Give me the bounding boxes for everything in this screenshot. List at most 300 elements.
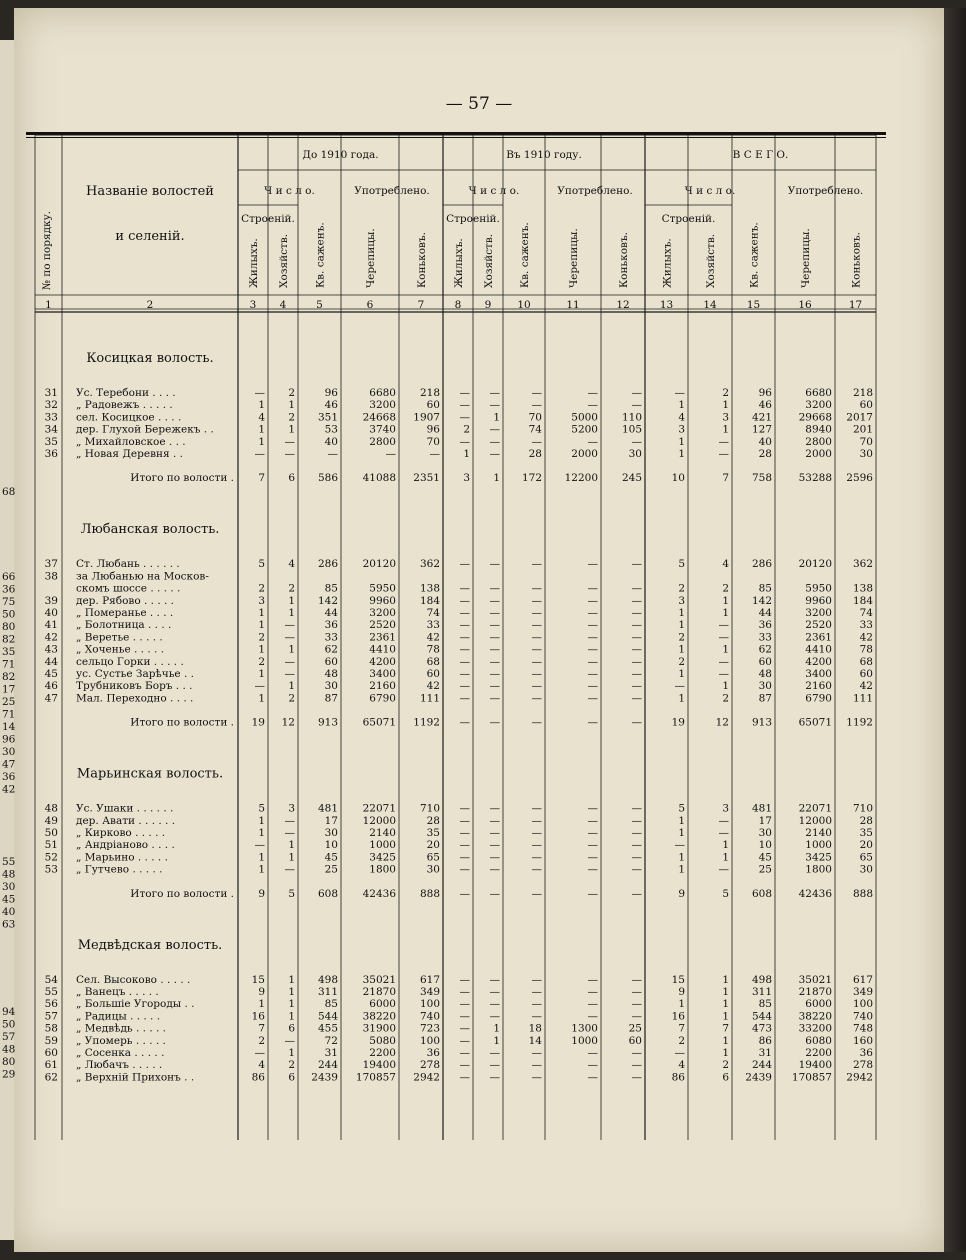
vertical-column-header: Коньковъ. (618, 232, 630, 288)
cell-value: 2 (258, 582, 265, 595)
cell-value: 74 (426, 607, 440, 619)
cell-value: — (459, 1034, 470, 1047)
cell-value: 40 (324, 435, 338, 448)
cell-value: 218 (419, 387, 440, 399)
cell-value: 244 (317, 1059, 338, 1072)
cell-value: — (718, 814, 729, 827)
vertical-column-header: Коньковъ. (416, 232, 428, 288)
cell-value: 38220 (362, 1010, 396, 1023)
cell-value: 19400 (798, 1059, 832, 1072)
cell-value: 46 (758, 399, 772, 412)
cell-value: 30 (628, 448, 642, 460)
cell-value: 2942 (846, 1071, 873, 1084)
cell-value: 42 (859, 680, 873, 693)
adjacent-margin-number: 96 (2, 733, 16, 746)
cell-value: — (587, 607, 598, 619)
cell-value: — (489, 1010, 500, 1023)
cell-value: 286 (317, 558, 338, 571)
cell-value: 15 (671, 973, 685, 986)
cell-value: 36 (758, 619, 772, 632)
cell-value: — (459, 986, 470, 998)
cell-value: 70 (426, 435, 440, 448)
cell-value: — (631, 1010, 642, 1023)
cell-value: 2 (258, 631, 265, 644)
cell-value: 1 (258, 619, 265, 632)
group-header: Въ 1910 году. (506, 149, 582, 161)
cell-value: 17 (324, 814, 338, 827)
cell-value: 1 (722, 1034, 729, 1047)
vertical-column-header: Хозяйств. (278, 233, 290, 288)
cell-value: — (459, 582, 470, 595)
cell-value: 1 (678, 863, 685, 876)
cell-value: 2200 (805, 1047, 832, 1059)
cell-value: 42 (426, 631, 440, 644)
cell-value: 2000 (571, 448, 598, 460)
cell-value: — (631, 802, 642, 815)
column-number: 12 (616, 299, 630, 311)
cell-value: 1 (722, 607, 729, 619)
vertical-column-header: Кв. саженъ. (314, 222, 327, 288)
row-number: 36 (44, 448, 58, 460)
cell-value: 33 (758, 631, 772, 644)
row-number: 40 (44, 607, 58, 619)
cell-value: 362 (852, 558, 873, 571)
cell-value: 68 (426, 655, 440, 668)
section-title: Любанская волость. (80, 522, 220, 538)
cell-value: 85 (324, 582, 338, 595)
cell-value: 1 (722, 839, 729, 852)
total-value: 888 (419, 887, 440, 900)
cell-value: — (631, 607, 642, 619)
cell-value: 1 (258, 692, 265, 705)
cell-value: 1 (722, 973, 729, 986)
cell-value: 5080 (369, 1034, 396, 1047)
cell-value: 2160 (369, 680, 396, 693)
adjacent-margin-number: 82 (2, 671, 16, 683)
total-value: — (631, 887, 642, 900)
cell-value: 4 (722, 558, 729, 571)
cell-value: — (531, 643, 542, 656)
cell-value: 10 (324, 839, 338, 852)
cell-value: 96 (324, 387, 338, 399)
cell-value: 5000 (571, 411, 598, 424)
cell-value: 3 (678, 594, 685, 607)
cell-value: — (531, 655, 542, 668)
column-number: 6 (366, 299, 374, 311)
cell-value: — (459, 973, 470, 986)
cell-value: 3400 (369, 668, 396, 680)
adjacent-margin-number: 68 (2, 486, 16, 498)
cell-value: 286 (751, 558, 772, 571)
cell-value: 4 (258, 411, 265, 424)
cell-value: 349 (852, 986, 873, 998)
cell-value: 142 (317, 594, 338, 607)
row-number: 47 (44, 692, 58, 705)
cell-value: 25 (324, 863, 338, 876)
upotrebleno-header: Употреблено. (354, 185, 430, 197)
cell-value: 70 (528, 411, 542, 424)
cell-value: — (631, 399, 642, 412)
row-number: 48 (44, 802, 58, 815)
row-name: „ Гутчево . . . . . (76, 863, 163, 876)
adjacent-margin-number: 50 (2, 608, 16, 621)
total-value: 65071 (798, 716, 832, 729)
cell-value: 31900 (362, 1022, 396, 1035)
vertical-column-header: Жилыхъ. (661, 238, 674, 288)
total-value: 245 (621, 472, 642, 485)
cell-value: — (674, 680, 685, 693)
cell-value: — (489, 1047, 500, 1059)
row-number: 31 (44, 387, 58, 399)
adjacent-margin-number: 47 (2, 758, 16, 771)
cell-value: — (587, 998, 598, 1011)
cell-value: 710 (419, 802, 440, 815)
cell-value: — (531, 692, 542, 705)
vertical-column-header: Жилыхъ. (248, 238, 260, 288)
row-name: „ Хоченье . . . . . (76, 643, 165, 656)
row-name: „ Болотница . . . . (76, 619, 172, 632)
cell-value: 201 (852, 423, 873, 436)
cell-value: — (459, 1059, 470, 1072)
row-name: сельцо Горки . . . . . (76, 655, 184, 668)
cell-value: — (459, 1010, 470, 1023)
cell-value: — (631, 1059, 642, 1072)
cell-value: 184 (852, 594, 873, 607)
cell-value: 184 (419, 594, 440, 607)
cell-value: — (631, 558, 642, 571)
column-number: 8 (454, 299, 462, 311)
cell-value: 455 (317, 1022, 338, 1035)
cell-value: 74 (859, 607, 873, 619)
cell-value: — (459, 607, 470, 619)
cell-value: 42 (426, 680, 440, 693)
cell-value: 22071 (798, 802, 832, 815)
cell-value: 111 (419, 692, 440, 705)
page-number: — 57 — (445, 94, 513, 114)
cell-value: 138 (419, 582, 440, 595)
cell-value: 1 (288, 998, 295, 1011)
cell-value: — (587, 582, 598, 595)
row-number: 61 (44, 1059, 58, 1072)
cell-value: 278 (852, 1059, 873, 1072)
cell-value: 421 (751, 411, 772, 424)
cell-value: 6680 (369, 387, 396, 399)
row-number: 57 (44, 1010, 58, 1023)
cell-value: 481 (317, 802, 338, 815)
cell-value: — (531, 1010, 542, 1023)
cell-value: 1907 (413, 411, 440, 424)
cell-value: — (631, 387, 642, 399)
cell-value: 544 (317, 1010, 338, 1023)
row-name: „ Марьино . . . . . (76, 851, 168, 864)
cell-value: — (631, 998, 642, 1011)
total-value: 7 (722, 472, 729, 485)
total-value: 913 (751, 716, 772, 729)
cell-value: — (674, 839, 685, 852)
cell-value: — (459, 411, 470, 424)
cell-value: 1 (258, 668, 265, 680)
cell-value: 1 (678, 607, 685, 619)
cell-value: 1 (288, 680, 295, 693)
cell-value: 1 (258, 423, 265, 436)
cell-value: — (531, 387, 542, 399)
cell-value: — (718, 668, 729, 680)
cell-value: 1 (288, 986, 295, 998)
cell-value: — (489, 973, 500, 986)
cell-value: 3400 (805, 668, 832, 680)
row-number: 46 (44, 680, 58, 693)
cell-value: 36 (426, 1047, 440, 1059)
cell-value: 60 (628, 1034, 642, 1047)
row-name: „ Радицы . . . . . (76, 1010, 161, 1023)
cell-value: 1 (258, 863, 265, 876)
total-value: 9 (678, 887, 685, 900)
cell-value: 2439 (311, 1071, 338, 1084)
column-header-name: и селеній. (115, 229, 185, 244)
cell-value: 1 (288, 839, 295, 852)
cell-value: 170857 (791, 1071, 832, 1084)
cell-value: 617 (852, 973, 873, 986)
cell-value: — (587, 802, 598, 815)
column-number: 2 (146, 299, 154, 311)
adjacent-margin-number: 48 (2, 868, 16, 881)
cell-value: 60 (859, 399, 873, 412)
cell-value: 617 (419, 973, 440, 986)
cell-value: — (254, 839, 265, 852)
cell-value: 2 (722, 692, 729, 705)
cell-value: — (631, 680, 642, 693)
total-value: — (531, 716, 542, 729)
section-title: Медвѣдская волость. (77, 937, 223, 953)
total-value: 53288 (798, 472, 832, 485)
cell-value: 35 (859, 827, 873, 839)
stroeniy-header: Строеній. (446, 213, 500, 225)
column-number: 3 (249, 299, 257, 311)
cell-value: 35021 (798, 973, 832, 986)
cell-value: 21870 (362, 986, 396, 998)
cell-value: 3425 (369, 851, 396, 864)
cell-value: 21870 (798, 986, 832, 998)
cell-value: 3740 (369, 423, 396, 436)
cell-value: 1 (722, 643, 729, 656)
cell-value: 2 (288, 582, 295, 595)
cell-value: 48 (324, 668, 338, 680)
cell-value: 1300 (571, 1022, 598, 1035)
cell-value: 28 (758, 448, 772, 460)
adjacent-margin-number: 14 (2, 721, 16, 733)
cell-value: — (587, 1047, 598, 1059)
total-value: 608 (751, 887, 772, 900)
cell-value: 2439 (745, 1071, 772, 1084)
total-value: 608 (317, 887, 338, 900)
cell-value: 96 (758, 387, 772, 399)
row-number: 44 (44, 655, 58, 668)
cell-value: — (459, 863, 470, 876)
cell-value: 6 (288, 1022, 295, 1035)
total-value: 10 (671, 472, 685, 485)
cell-value: — (631, 692, 642, 705)
row-number: 35 (44, 435, 58, 448)
total-value: 172 (521, 472, 542, 485)
row-name: сел. Косицкое . . . . (76, 411, 182, 424)
cell-value: 2361 (369, 631, 396, 644)
cell-value: 30 (324, 680, 338, 693)
cell-value: 3425 (805, 851, 832, 864)
cell-value: 111 (852, 692, 873, 705)
cell-value: — (459, 1022, 470, 1035)
cell-value: 1000 (369, 839, 396, 852)
row-name: Трубниковъ Боръ . . . (76, 680, 193, 693)
column-number: 17 (848, 299, 863, 311)
cell-value: — (254, 387, 265, 399)
cell-value: — (284, 668, 295, 680)
cell-value: — (631, 986, 642, 998)
row-number: 53 (44, 863, 58, 876)
cell-value: 2 (722, 387, 729, 399)
row-number: 49 (44, 814, 58, 827)
cell-value: 2 (288, 1059, 295, 1072)
cell-value: — (631, 594, 642, 607)
cell-value: — (489, 863, 500, 876)
cell-value: 1 (678, 827, 685, 839)
cell-value: 278 (419, 1059, 440, 1072)
cell-value: 14 (528, 1034, 542, 1047)
cell-value: — (459, 692, 470, 705)
cell-value: 20 (426, 839, 440, 852)
row-number: 59 (44, 1034, 58, 1047)
cell-value: — (718, 827, 729, 839)
cell-value: — (489, 1059, 500, 1072)
cell-value: — (674, 387, 685, 399)
cell-value: 8940 (805, 423, 832, 436)
total-value: 1192 (413, 716, 440, 729)
row-number: 42 (44, 631, 58, 644)
cell-value: 65 (426, 851, 440, 864)
cell-value: 2160 (805, 680, 832, 693)
cell-value: 86 (671, 1071, 685, 1084)
cell-value: 3200 (369, 607, 396, 619)
cell-value: 1 (678, 851, 685, 864)
cell-value: 7 (722, 1022, 729, 1035)
cell-value: — (489, 827, 500, 839)
cell-value: — (531, 668, 542, 680)
cell-value: 6680 (805, 387, 832, 399)
chislo-header: Ч и с л о. (468, 185, 520, 197)
row-name: за Любанью на Москов- (76, 570, 209, 583)
cell-value: — (489, 998, 500, 1011)
vertical-column-header: Черепицы. (568, 228, 580, 288)
cell-value: 78 (426, 643, 440, 656)
cell-value: — (284, 1034, 295, 1047)
cell-value: — (284, 655, 295, 668)
cell-value: 20120 (362, 558, 396, 571)
cell-value: 28 (859, 814, 873, 827)
column-number: 1 (45, 299, 52, 311)
cell-value: 2 (722, 1059, 729, 1072)
cell-value: 498 (751, 973, 772, 986)
adjacent-margin-number: 50 (2, 1018, 16, 1031)
cell-value: 5 (258, 802, 265, 815)
adjacent-margin-number: 55 (2, 856, 16, 868)
cell-value: — (631, 839, 642, 852)
cell-value: 29668 (798, 411, 832, 424)
cell-value: 1 (288, 1047, 295, 1059)
cell-value: 349 (419, 986, 440, 998)
vertical-column-header: Черепицы. (800, 228, 812, 288)
total-value: 12 (281, 716, 295, 729)
total-value: 888 (852, 887, 873, 900)
cell-value: — (718, 448, 729, 460)
cell-value: — (489, 655, 500, 668)
cell-value: 5 (258, 558, 265, 571)
cell-value: 1 (258, 399, 265, 412)
adjacent-margin-number: 80 (2, 1056, 16, 1068)
row-name: „ Упомерь . . . . . (76, 1034, 166, 1047)
cell-value: 1 (288, 643, 295, 656)
row-name: Сел. Высоково . . . . . (76, 973, 191, 986)
cell-value: 1 (258, 435, 265, 448)
column-number: 13 (659, 299, 674, 311)
cell-value: — (587, 668, 598, 680)
cell-value: 3200 (369, 399, 396, 412)
adjacent-margin-number: 29 (2, 1068, 16, 1081)
adjacent-margin-number: 66 (2, 571, 16, 583)
cell-value: 170857 (355, 1071, 396, 1084)
adjacent-margin-number: 71 (2, 658, 16, 671)
cell-value: — (459, 814, 470, 827)
cell-value: 9 (258, 986, 265, 998)
cell-value: 28 (426, 814, 440, 827)
row-name: „ Померанье . . . . (76, 607, 174, 619)
row-number: 58 (44, 1022, 58, 1035)
column-number: 15 (746, 299, 761, 311)
adjacent-margin-number: 30 (2, 746, 16, 758)
row-number: 34 (44, 423, 58, 436)
cell-value: 42 (859, 631, 873, 644)
cell-value: — (531, 399, 542, 412)
upotrebleno-header: Употреблено. (787, 185, 864, 197)
total-value: 6 (288, 472, 295, 485)
cell-value: 1 (722, 998, 729, 1011)
cell-value: 1 (722, 423, 729, 436)
cell-value: — (631, 668, 642, 680)
cell-value: — (531, 1047, 542, 1059)
cell-value: — (489, 643, 500, 656)
cell-value: 35021 (362, 973, 396, 986)
row-name: дер. Рябово . . . . . (76, 594, 175, 607)
cell-value: — (587, 558, 598, 571)
cell-value: — (587, 399, 598, 412)
total-value: 41088 (362, 472, 396, 485)
cell-value: — (631, 973, 642, 986)
cell-value: 1 (258, 643, 265, 656)
cell-value: — (587, 1059, 598, 1072)
cell-value: — (587, 692, 598, 705)
cell-value: 24668 (362, 411, 396, 424)
cell-value: 2 (288, 387, 295, 399)
cell-value: 9 (678, 986, 685, 998)
cell-value: 110 (621, 411, 642, 424)
column-header-order: № по порядку. (41, 210, 53, 290)
cell-value: 25 (628, 1022, 642, 1035)
row-number: 56 (44, 998, 58, 1011)
cell-value: 12000 (362, 814, 396, 827)
cell-value: — (531, 582, 542, 595)
cell-value: — (459, 1047, 470, 1059)
cell-value: 1 (678, 692, 685, 705)
cell-value: 1 (493, 1022, 500, 1035)
cell-value: — (459, 851, 470, 864)
